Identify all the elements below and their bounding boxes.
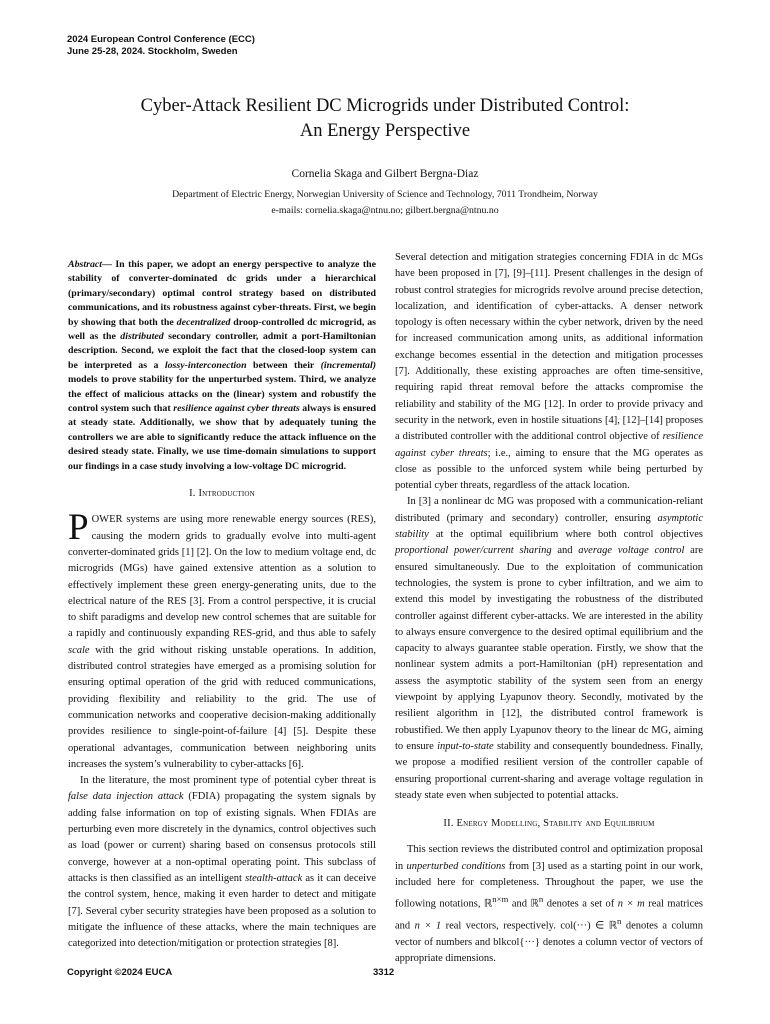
abstract-text: In this paper, we adopt an energy perspective to analyze the stability of converter-dominated dc grids under a hierarchical (primary/secondary) optimal control strategy based on distributed communications, and its robustness against cyber-threats. First, we begin by showing that both the xyxy=(68,259,376,328)
conference-header xyxy=(67,34,255,58)
page-number: 3312 xyxy=(373,967,395,978)
paragraph-emph: unperturbed conditions xyxy=(406,860,506,872)
conference-dates: June 25-28, 2024. Stockholm, Sweden xyxy=(67,46,238,57)
paragraph-emph: proportional power/current sharing xyxy=(395,545,552,557)
paragraph-emph: resilience against cyber threats xyxy=(395,431,703,459)
right-column xyxy=(395,250,703,967)
section-title: Energy Modelling, Stability and Equilibrium xyxy=(456,818,655,830)
author-emails: e-mails: cornelia.skaga@ntnu.no; gilbert.bergna@ntnu.no xyxy=(271,204,499,216)
title-line-2: An Energy Perspective xyxy=(299,121,471,141)
left-column xyxy=(68,258,376,952)
abstract-text: droop-controlled dc microgrid, as well as the xyxy=(68,316,376,343)
paragraph-emph: input-to-state xyxy=(437,740,494,752)
paragraph-text: OWER systems are using more renewable energy sources (RES), causing the modern grids to gradually evolve into multi-agent converter-dominated grids [1] [2]. On the low to medium voltage end, dc microgrids (MGs) have gained extensive attention as a solution to effectively implement these green energy-generating units, due to the electrical nature of the RES [3]. From a control perspective, it is crucial to shift paradigms and develop new control schemes that are suitable for a rapidly and continuously expanding RES-grid, and thus able to safely xyxy=(68,514,376,640)
intro-paragraph-2 xyxy=(68,773,376,952)
paragraph-text: real matrices and xyxy=(395,898,703,932)
section-heading-introduction xyxy=(68,486,376,502)
right-paragraph-2 xyxy=(395,494,703,804)
paragraph-emph: stealth-attack xyxy=(245,872,303,884)
paragraph-text: at the optimal equilibrium where both control objectives xyxy=(428,529,703,541)
paragraph-text: with the grid without risking unstable operations. In addition, distributed control strategies have emerged as a promising solution for ensuring optimal operation of the grid with reduced communications, providing flexibility and reliability to the grid. The use of communication networks and cooperative decision-making additionally provides resilience to single-point-of-failure [4] [5]. Despite these operational advantages, communication between neighboring units increases the system’s vulnerability to cyber-attacks [6]. xyxy=(68,644,376,770)
paragraph-text: and xyxy=(551,545,579,557)
abstract-sep: — xyxy=(102,259,116,270)
paragraph-text: denotes a set of xyxy=(543,898,618,910)
right-paragraph-3 xyxy=(395,842,703,967)
abstract-text: between their xyxy=(246,359,321,371)
paragraph-text: In the literature, the most prominent type of potential cyber threat is xyxy=(80,775,376,787)
math-superscript: n xyxy=(538,894,544,905)
paragraph-emph: scale xyxy=(68,644,90,656)
math-superscript: n xyxy=(617,916,622,927)
author-list: Cornelia Skaga and Gilbert Bergna-Diaz xyxy=(291,168,479,180)
paragraph-text: are ensured simultaneously. Due to the exploitation of communication technologies, the system is prone to cyber infiltration, and we aim to extend this model by investigating the robustness of the distributed controller against different cyber-attacks. We are interested in the ability to always ensure convergence to the desired optimal equilibrium and the capacity to always guarantee stable operation. Firstly, we show that the nonlinear system admits a port-Hamiltonian (pH) representation and assess the asymptotic stability of the system seen from an energy viewpoint by applying Lyapunov theory. Secondly, motivated by the resilient algorithm in [12], the distributed control framework is robustified. We then apply Lyapunov theory to the linear dc MG, aiming to ensure xyxy=(395,545,703,752)
paragraph-text: and ℝ xyxy=(508,898,539,910)
math-superscript: n×m xyxy=(492,894,509,905)
math-inline: n × 1 xyxy=(414,920,442,932)
abstract-emph: (incremental) xyxy=(320,359,376,371)
abstract-label: Abstract xyxy=(68,259,103,270)
title-line-1: Cyber-Attack Resilient DC Microgrids under Distributed Control: xyxy=(140,96,630,116)
paragraph-text: denotes a column vector of numbers and blkcol{···} denotes a column vector of vectors of appropriate dimensions. xyxy=(395,920,703,965)
affiliation: Department of Electric Energy, Norwegian University of Science and Technology, 7011 Trondheim, Norway xyxy=(172,189,598,200)
paragraph-text: stability and consequently boundedness. Finally, we propose a modified resilient version of the controller capable of ensuring proportional current-sharing and average voltage regulation in steady state even when subjected to potential attacks. xyxy=(395,740,703,801)
paragraph-text: This section reviews the distributed control and optimization proposal in xyxy=(395,844,703,872)
section-number: II. xyxy=(443,818,457,830)
section-number: I. xyxy=(189,488,199,500)
section-heading-energy-modelling xyxy=(395,816,703,832)
abstract-emph: resilience against cyber threats xyxy=(173,403,300,415)
paragraph-emph: asymptotic stability xyxy=(395,512,703,541)
abstract xyxy=(68,258,376,474)
abstract-text: always is ensured at steady state. Additionally, we show that by adequately tuning the controllers we are able to significantly reduce the attack influence on the desired steady state. Finally, we use time-domain simulations to support our findings in a case study involving a low-voltage DC microgrid. xyxy=(68,403,376,472)
right-paragraph-1 xyxy=(395,250,703,494)
paragraph-text: ; i.e., aiming to ensure that the MG operates as close as possible to the unforced system while being perturbed by potential cyber threats, regardless of the attack location. xyxy=(395,447,703,492)
abstract-text: secondary controller, admit a port-Hamiltonian description. Second, we exploit the fact that the closed-loop system can be interpreted as a xyxy=(68,331,376,371)
paragraph-emph: false data injection attack xyxy=(68,791,184,803)
affiliation-block xyxy=(0,187,770,218)
paragraph-text: Several detection and mitigation strategies concerning FDIA in dc MGs have been proposed in [7], [9]–[11]. Present challenges in the design of robust control strategies for microgrids revolve around precise detection, localization, and identification of cyber-attacks. A denser network topology is often necessary within the cyber network, driven by the need for increased communication among units, as additional information exchange becomes essential in the detection and mitigation processes [7]. Additionally, these existing approaches are often time-sensitive, requiring rapid threat removal before the attacks compromise the reliability and stability of the MG [12]. In order to provide privacy and security in the network, even in hostile situations [4], [12]–[14] proposes a distributed controller with the additional control objective of xyxy=(395,252,703,443)
conference-name: 2024 European Control Conference (ECC) xyxy=(67,34,255,45)
paragraph-emph: average voltage control xyxy=(578,545,685,557)
paper-title xyxy=(0,94,770,144)
paragraph-text: (FDIA) propagating the system signals by adding false information on top of existing signals. When FDIAs are perturbing even more discretely in the dynamics, control objectives such as load (power or current) sharing based on consensus protocols still converge, however at a non-optimal operating point. This subclass of attacks is then classified as an intelligent xyxy=(68,791,376,884)
copyright-notice: Copyright ©2024 EUCA xyxy=(67,967,173,978)
abstract-text: models to prove stability for the unperturbed system. Third, we analyze the effect of malicious attacks on the (linear) system and robustify the control system such that xyxy=(68,374,376,415)
math-inline: n × m xyxy=(617,898,645,910)
paragraph-text: In [3] a nonlinear dc MG was proposed with a communication-reliant distributed (primary and secondary) controller, ensuring xyxy=(395,496,703,524)
drop-cap: P xyxy=(68,507,89,549)
abstract-emph: lossy-interconection xyxy=(164,359,247,371)
section-title: Introduction xyxy=(198,488,255,500)
abstract-emph: decentralized xyxy=(176,316,231,328)
paragraph-text: as it can deceive the control system, hence, making it even harder to detect and mitigate [7]. Several cyber security strategies have been proposed as a solution to mitigate the influence of these attacks, where the main techniques are categorized into detection/mitigation or protection strategies [8]. xyxy=(68,872,376,950)
intro-paragraph-1 xyxy=(68,507,376,773)
paragraph-text: real vectors, respectively. col(···) ∈ ℝ xyxy=(441,920,618,932)
paragraph-text: from [3] used as a starting point in our work, included here for completeness. Throughout the paper, we use the following notations, ℝ xyxy=(395,860,703,910)
abstract-emph: distributed xyxy=(120,331,164,343)
